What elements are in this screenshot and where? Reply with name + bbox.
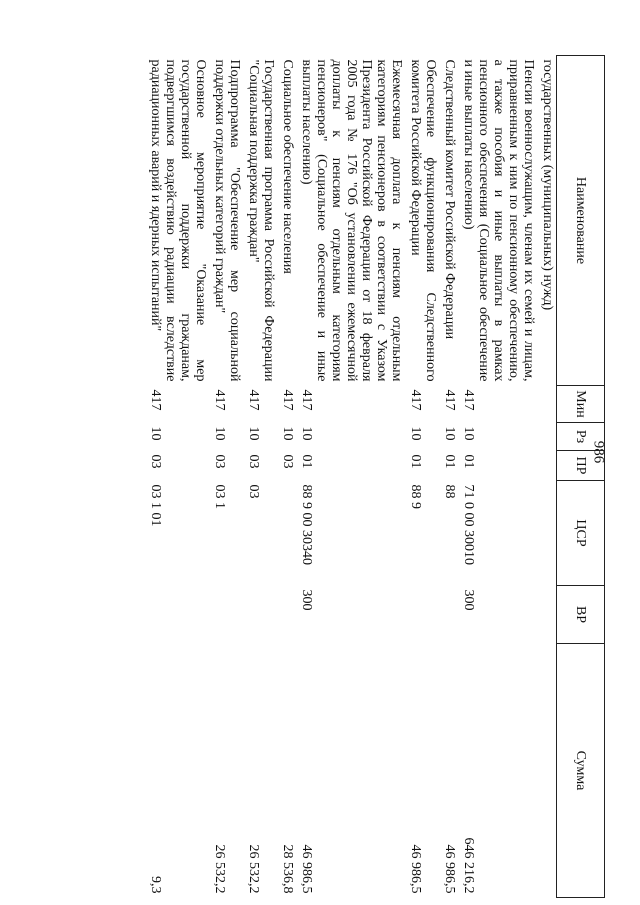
row-csr bbox=[538, 481, 557, 586]
row-vr: 300 bbox=[299, 589, 314, 611]
row-min: 417 bbox=[280, 389, 295, 411]
row-min: 417 bbox=[408, 389, 423, 411]
row-csr: 03 bbox=[246, 484, 261, 499]
row-min bbox=[538, 386, 557, 423]
row-csr bbox=[278, 481, 297, 586]
row-rz: 10 bbox=[212, 426, 227, 441]
row-sum: 26 532,2 bbox=[212, 844, 227, 894]
row-vr bbox=[278, 586, 297, 644]
header-name: Наименование bbox=[557, 56, 605, 386]
row-name: Ежемесячная доплата к пенсиям отдельным категориям пенсионеров в соответствии с Указом Президента Российской Федерации от 18 февраля 2005 года № 176 "Об установлении ежемесячной доплаты к пенсиям отдельным категориям пенсионеров" (Социальное обеспечение и иные выплаты населению) bbox=[299, 59, 404, 382]
row-rz: 10 bbox=[280, 426, 295, 441]
budget-table-container bbox=[73, 55, 605, 897]
row-name: Обеспечение функционирования Следственного комитета Российской Федерации bbox=[408, 59, 438, 382]
row-sum: 9,3 bbox=[148, 876, 163, 894]
row-vr bbox=[538, 586, 557, 644]
table-row bbox=[244, 56, 278, 898]
header-vr: ВР bbox=[557, 586, 605, 644]
row-pr: 03 bbox=[280, 454, 295, 469]
row-sum: 46 986,5 bbox=[442, 844, 457, 894]
row-vr bbox=[406, 586, 440, 644]
row-vr bbox=[210, 586, 244, 644]
row-name: Пенсии военнослужащим, членам их семей и лицам, приравненным к ним по пенсионному обеспечению, а также пособия и иные выплаты в рамках пенсионного обеспечения (Социальное обеспечение и иные выплаты населению) bbox=[461, 59, 536, 382]
table-row bbox=[538, 56, 557, 898]
row-sum: 28 536,8 bbox=[280, 844, 295, 894]
row-csr: 88 9 00 30340 bbox=[299, 484, 314, 565]
row-sum: 646 216,2 bbox=[461, 837, 476, 894]
row-sum: 46 986,5 bbox=[299, 844, 314, 894]
header-pr: ПР bbox=[557, 451, 605, 481]
row-min: 417 bbox=[461, 389, 476, 411]
row-rz: 10 bbox=[148, 426, 163, 441]
row-pr: 01 bbox=[442, 454, 457, 469]
row-min: 417 bbox=[299, 389, 314, 411]
table-row bbox=[210, 56, 244, 898]
row-rz: 10 bbox=[442, 426, 457, 441]
row-name: Основное мероприятие "Оказание мер государственной поддержки гражданам, подвергшимся воздействию радиации вследствие радиационных аварий и ядерных испытаний" bbox=[148, 59, 208, 382]
row-pr: 01 bbox=[408, 454, 423, 469]
row-csr: 88 9 bbox=[408, 484, 423, 509]
page-number: 986 bbox=[590, 440, 607, 464]
row-pr bbox=[538, 451, 557, 481]
row-pr: 01 bbox=[299, 454, 314, 469]
header-rz: Рз bbox=[557, 423, 605, 451]
row-sum bbox=[538, 644, 557, 898]
table-row bbox=[146, 56, 210, 898]
row-pr: 03 bbox=[148, 454, 163, 469]
row-vr bbox=[146, 586, 210, 644]
row-min: 417 bbox=[148, 389, 163, 411]
row-name: Подпрограмма "Обеспечение мер социальной поддержки отдельных категорий граждан" bbox=[212, 59, 242, 382]
row-name: государственных (муниципальных) нужд) bbox=[540, 59, 555, 311]
row-name: Государственная программа Российской Федерации "Социальная поддержка граждан" bbox=[246, 59, 276, 382]
row-min: 417 bbox=[212, 389, 227, 411]
table-header-row bbox=[557, 56, 605, 898]
table-row bbox=[459, 56, 538, 898]
row-csr: 71 0 00 30010 bbox=[461, 484, 476, 565]
row-rz: 10 bbox=[461, 426, 476, 441]
row-rz: 10 bbox=[246, 426, 261, 441]
row-min: 417 bbox=[442, 389, 457, 411]
row-vr: 300 bbox=[461, 589, 476, 611]
header-csr: ЦСР bbox=[557, 481, 605, 586]
budget-table bbox=[146, 55, 605, 898]
row-vr bbox=[440, 586, 459, 644]
row-name: Следственный комитет Российской Федерации bbox=[442, 59, 457, 340]
row-rz bbox=[538, 423, 557, 451]
table-row bbox=[278, 56, 297, 898]
header-sum: Сумма bbox=[557, 644, 605, 898]
row-csr: 03 1 bbox=[212, 484, 227, 509]
row-name: Социальное обеспечение населения bbox=[280, 59, 295, 274]
row-rz: 10 bbox=[408, 426, 423, 441]
header-min: Мин bbox=[557, 386, 605, 423]
table-row bbox=[406, 56, 440, 898]
row-sum: 26 532,2 bbox=[246, 844, 261, 894]
row-pr: 03 bbox=[246, 454, 261, 469]
row-vr bbox=[244, 586, 278, 644]
row-csr: 88 bbox=[442, 484, 457, 499]
table-row bbox=[297, 56, 406, 898]
row-pr: 01 bbox=[461, 454, 476, 469]
row-sum: 46 986,5 bbox=[408, 844, 423, 894]
table-row bbox=[440, 56, 459, 898]
row-csr: 03 1 01 bbox=[148, 484, 163, 527]
row-min: 417 bbox=[246, 389, 261, 411]
row-rz: 10 bbox=[299, 426, 314, 441]
row-pr: 03 bbox=[212, 454, 227, 469]
